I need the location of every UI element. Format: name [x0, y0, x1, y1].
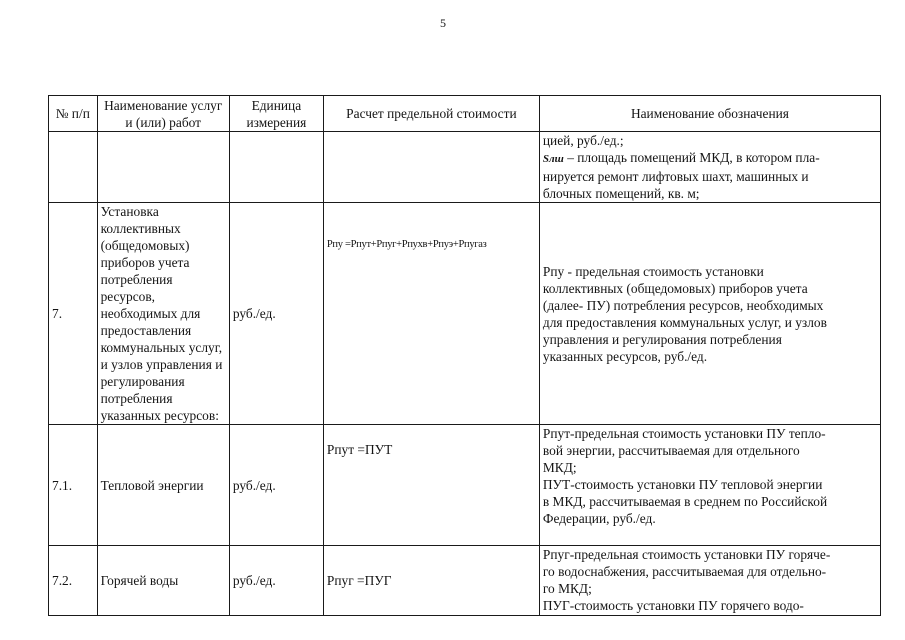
table-row-7-1	[49, 425, 881, 546]
table-row-7-2	[49, 546, 881, 616]
cell-name-empty	[97, 132, 229, 203]
desc-line: МКД;	[542, 460, 577, 475]
row-7-1-name: Тепловой энергии	[97, 425, 229, 546]
row-7-2-unit: руб./ед.	[229, 546, 323, 616]
header-desc: Наименование обозначения	[539, 96, 880, 132]
symbol-sls: Sлш	[542, 153, 564, 165]
desc-line: (далее- ПУ) потребления ресурсов, необходимых	[542, 297, 824, 313]
desc-line: Pпу - предельная стоимость установки	[542, 263, 764, 279]
row-7-1-num: 7.1.	[49, 425, 98, 546]
header-calc: Расчет предельной стоимости	[323, 96, 539, 132]
table-header-row	[49, 96, 881, 132]
cell-unit-empty	[229, 132, 323, 203]
row-7-unit: руб./ед.	[229, 203, 323, 425]
cell-calc-empty	[323, 132, 539, 203]
desc-line: Pпут-предельная стоимость установки ПУ тепло-	[542, 426, 826, 441]
header-name: Наименование услуг и (или) работ	[97, 96, 229, 132]
page-number: 5	[440, 16, 446, 30]
desc-line: ПУГ-стоимость установки ПУ горячего водо-	[542, 598, 804, 613]
desc-line: в МКД, рассчитываемая в среднем по Российской	[542, 494, 828, 509]
row-7-2-num: 7.2.	[49, 546, 98, 616]
desc-line: цией, руб./ед.;	[542, 133, 624, 148]
desc-line: Pпуг-предельная стоимость установки ПУ горяче-	[542, 547, 831, 562]
desc-line: блочных помещений, кв. м;	[542, 186, 700, 201]
row-7-2-formula-cell	[323, 546, 539, 616]
desc-line-symbol	[543, 149, 877, 168]
table-row-continued	[49, 132, 881, 203]
row-7-formula: Pпу =Pпут+Pпуг+Pпухв+Pпуэ+Pпугаз	[326, 239, 487, 250]
table-row-7	[49, 203, 881, 425]
desc-line: го МКД;	[542, 581, 592, 596]
row-7-1-formula-cell	[323, 425, 539, 546]
row-7-2-name: Горячей воды	[97, 546, 229, 616]
tariff-table	[48, 95, 881, 616]
desc-line: нируется ремонт лифтовых шахт, машинных и	[542, 169, 809, 184]
desc-line: го водоснабжения, рассчитываемая для отдельно-	[542, 564, 827, 579]
row-7-name: Установка коллективных (общедомовых) приборов учета потребления ресурсов, необходимых для предоставления коммунальных услуг, и узлов управления и регулирования потребления указанных ресурсов:	[97, 203, 229, 425]
header-num: № п/п	[49, 96, 98, 132]
row-7-num: 7.	[49, 203, 98, 425]
desc-line: Федерации, руб./ед.	[542, 511, 656, 526]
row-7-1-unit: руб./ед.	[229, 425, 323, 546]
row-7-2-desc	[539, 546, 880, 616]
row-7-desc	[539, 203, 880, 425]
row-7-2-formula: Pпуг =ПУГ	[326, 573, 392, 588]
desc-line: – площадь помещений МКД, в котором пла-	[567, 150, 820, 165]
cell-num-empty	[49, 132, 98, 203]
desc-line: вой энергии, рассчитываемая для отдельного	[542, 443, 800, 458]
desc-line: ПУТ-стоимость установки ПУ тепловой энергии	[542, 477, 823, 492]
desc-line: указанных ресурсов, руб./ед.	[542, 348, 708, 364]
row-7-formula-cell	[323, 203, 539, 425]
cell-desc-continued	[539, 132, 880, 203]
desc-line: для предоставления коммунальных услуг, и узлов	[542, 314, 827, 330]
desc-line: управления и регулирования потребления	[542, 331, 782, 347]
row-7-1-desc	[539, 425, 880, 546]
desc-line: коллективных (общедомовых) приборов учета	[542, 280, 808, 296]
header-unit: Единица измерения	[229, 96, 323, 132]
row-7-1-formula: Pпут =ПУТ	[326, 442, 393, 457]
